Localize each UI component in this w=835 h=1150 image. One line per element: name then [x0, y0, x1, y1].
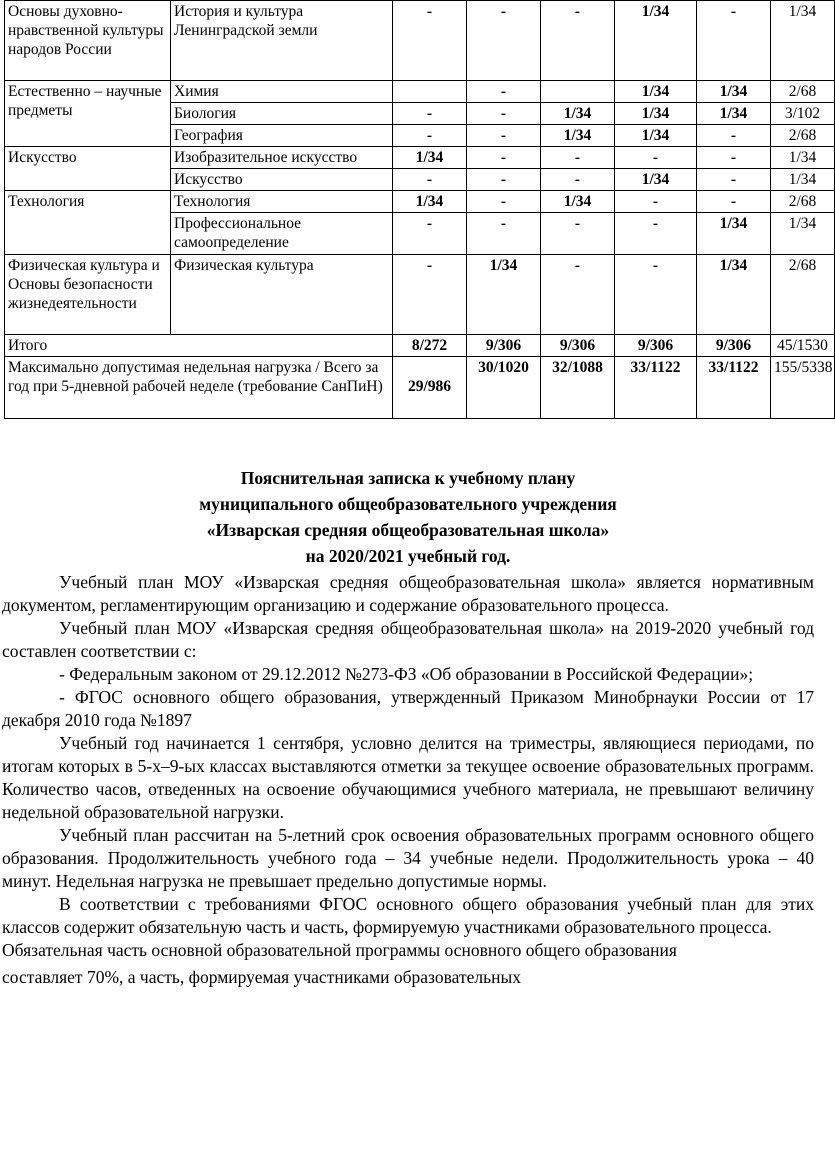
- grade6-cell: -: [467, 81, 541, 103]
- grade7-cell: 9/306: [541, 335, 615, 357]
- total-cell: 155/5338: [771, 357, 835, 419]
- grade7-cell: 1/34: [541, 125, 615, 147]
- grade6-cell: -: [467, 1, 541, 81]
- total-cell: 1/34: [771, 169, 835, 191]
- grade7-cell: -: [541, 255, 615, 335]
- note-title-line: муниципального общеобразовательного учреждения: [199, 494, 617, 514]
- total-cell: 2/68: [771, 191, 835, 213]
- grade7-cell: -: [541, 169, 615, 191]
- max-load-label: Максимально допустимая недельная нагрузка / Всего за год при 5-дневной рабочей неделе (требование СанПиН): [5, 357, 393, 419]
- paragraph: Учебный план МОУ «Изварская средняя общеобразовательная школа» является нормативным документом, регламентирующим организацию и содержание образовательного процесса.: [2, 572, 814, 615]
- grade9-cell: -: [697, 125, 771, 147]
- grade5-cell: 1/34: [393, 147, 467, 169]
- note-body: [2, 571, 814, 989]
- grade8-cell: -: [615, 191, 697, 213]
- grade7-cell: -: [541, 213, 615, 255]
- paragraph: составляет 70%, а часть, формируемая участниками образовательных: [2, 967, 521, 987]
- grade6-cell: 30/1020: [467, 357, 541, 419]
- paragraph: Учебный год начинается 1 сентября, условно делится на триместры, являющиеся периодами, по итогам которых в 5-х–9-ых классах выставляются отметки за текущее освоение образовательных программ. Количество часов, отведенных на освоение обучающимися учебного материала, не превышают величину недельной образовательной нагрузки.: [2, 733, 814, 822]
- grade6-cell: -: [467, 103, 541, 125]
- paragraph: - ФГОС основного общего образования, утвержденный Приказом Минобрнауки России от 17 декабря 2010 года №1897: [2, 687, 814, 730]
- grade5-cell: -: [393, 169, 467, 191]
- paragraph: Обязательная часть основной образовательной программы основного общего образования: [2, 940, 677, 960]
- paragraph: Учебный план рассчитан на 5-летний срок освоения образовательных программ основного общего образования. Продолжительность учебного года – 34 учебные недели. Продолжительность урока – 40 минут. Недельная нагрузка не превышает предельно допустимые нормы.: [2, 825, 814, 891]
- grade8-cell: 9/306: [615, 335, 697, 357]
- paragraph: В соответствии с требованиями ФГОС основного общего образования учебный план для этих классов содержит обязательную часть и часть, формируемую участниками образовательного процесса.: [2, 894, 814, 937]
- grade7-cell: -: [541, 147, 615, 169]
- subject-cell: Физическая культура: [171, 255, 393, 335]
- itogo-label: Итого: [5, 335, 393, 357]
- subject-cell: Искусство: [171, 169, 393, 191]
- grade5-cell: -: [393, 213, 467, 255]
- grade7-cell: 32/1088: [541, 357, 615, 419]
- grade5-cell: -: [393, 125, 467, 147]
- grade7-cell: -: [541, 1, 615, 81]
- grade9-cell: -: [697, 191, 771, 213]
- grade5-cell: [393, 81, 467, 103]
- grade9-cell: -: [697, 147, 771, 169]
- grade7-cell: 1/34: [541, 103, 615, 125]
- grade7-cell: [541, 81, 615, 103]
- grade9-cell: 9/306: [697, 335, 771, 357]
- grade8-cell: 1/34: [615, 169, 697, 191]
- grade6-cell: -: [467, 169, 541, 191]
- paragraph: - Федеральным законом от 29.12.2012 №273-ФЗ «Об образовании в Российской Федерации»;: [59, 664, 754, 684]
- grade9-cell: 1/34: [697, 255, 771, 335]
- note-title: [0, 465, 816, 569]
- grade8-cell: 1/34: [615, 125, 697, 147]
- subject-area-cell: Основы духовно-нравственной культуры народов России: [5, 1, 171, 81]
- grade5-cell: -: [393, 1, 467, 81]
- grade5-cell: 29/986: [393, 357, 467, 419]
- subject-cell: География: [171, 125, 393, 147]
- table-row: [5, 147, 835, 169]
- table-row: [5, 191, 835, 213]
- subject-cell: Химия: [171, 81, 393, 103]
- grade6-cell: -: [467, 213, 541, 255]
- subject-area-cell: Физическая культура и Основы безопасности жизнедеятельности: [5, 255, 171, 335]
- note-title-line: на 2020/2021 учебный год.: [305, 546, 511, 566]
- subject-cell: Биология: [171, 103, 393, 125]
- grade6-cell: -: [467, 147, 541, 169]
- table-row: [5, 255, 835, 335]
- total-cell: 1/34: [771, 147, 835, 169]
- total-cell: 1/34: [771, 1, 835, 81]
- note-title-line: «Изварская средняя общеобразовательная школа»: [206, 520, 610, 540]
- grade9-cell: 1/34: [697, 213, 771, 255]
- table-row: [5, 1, 835, 81]
- total-cell: 2/68: [771, 125, 835, 147]
- grade8-cell: 1/34: [615, 1, 697, 81]
- note-title-line: Пояснительная записка к учебному плану: [240, 468, 576, 488]
- grade8-cell: 1/34: [615, 103, 697, 125]
- grade5-cell: -: [393, 255, 467, 335]
- grade9-cell: -: [697, 1, 771, 81]
- subject-area-cell: Технология: [5, 191, 171, 255]
- curriculum-table: [4, 0, 835, 419]
- total-cell: 2/68: [771, 255, 835, 335]
- grade6-cell: 1/34: [467, 255, 541, 335]
- subject-area-cell: Искусство: [5, 147, 171, 191]
- grade5-cell: -: [393, 103, 467, 125]
- total-cell: 2/68: [771, 81, 835, 103]
- grade8-cell: -: [615, 255, 697, 335]
- grade9-cell: 33/1122: [697, 357, 771, 419]
- grade9-cell: -: [697, 169, 771, 191]
- subject-cell: Изобразительное искусство: [171, 147, 393, 169]
- table-row: [5, 81, 835, 103]
- grade6-cell: -: [467, 125, 541, 147]
- grade8-cell: -: [615, 147, 697, 169]
- total-cell: 1/34: [771, 213, 835, 255]
- grade5-cell: 1/34: [393, 191, 467, 213]
- grade5-cell: 8/272: [393, 335, 467, 357]
- total-cell: 45/1530: [771, 335, 835, 357]
- total-cell: 3/102: [771, 103, 835, 125]
- subject-cell: Технология: [171, 191, 393, 213]
- grade9-cell: 1/34: [697, 103, 771, 125]
- grade7-cell: 1/34: [541, 191, 615, 213]
- grade6-cell: 9/306: [467, 335, 541, 357]
- subject-area-cell: Естественно – научные предметы: [5, 81, 171, 147]
- max-load-row: [5, 357, 835, 419]
- grade8-cell: 1/34: [615, 81, 697, 103]
- grade9-cell: 1/34: [697, 81, 771, 103]
- paragraph: Учебный план МОУ «Изварская средняя общеобразовательная школа» на 2019-2020 учебный год составлен соответствии с:: [2, 618, 814, 661]
- subject-cell: Профессиональное самоопределение: [171, 213, 393, 255]
- grade6-cell: -: [467, 191, 541, 213]
- subject-cell: История и культура Ленинградской земли: [171, 1, 393, 81]
- grade8-cell: 33/1122: [615, 357, 697, 419]
- grade8-cell: -: [615, 213, 697, 255]
- itogo-row: [5, 335, 835, 357]
